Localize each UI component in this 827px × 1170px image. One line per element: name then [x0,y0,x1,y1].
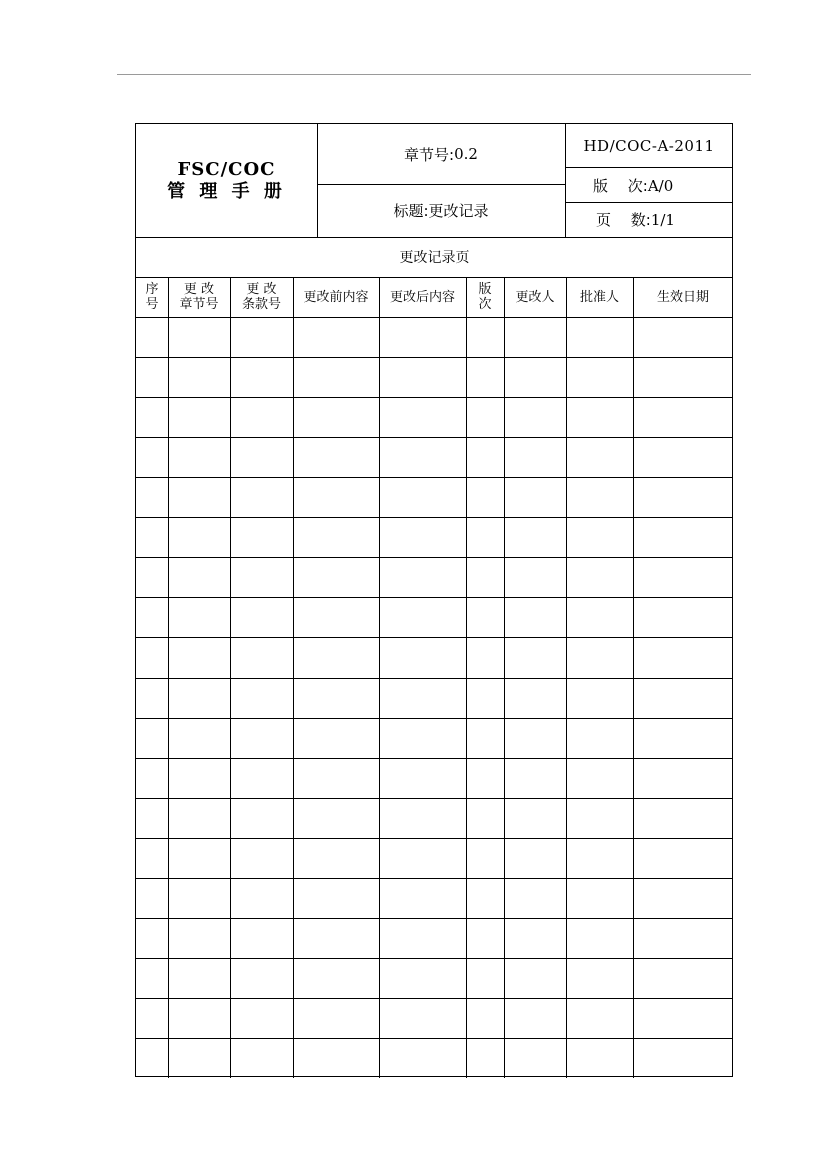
table-row [136,918,733,958]
page-count-field [596,209,675,230]
brand-name: 管 理 手 册 [167,180,286,202]
table-row [136,597,733,637]
column-header-line: 更改后内容 [389,289,455,305]
change-record-form [135,123,733,1077]
column-header [633,277,733,317]
column-header-line: 更改前内容 [303,289,369,305]
column-header-line: 次 [478,297,492,312]
table-row [136,678,733,718]
header-divider [565,167,733,168]
log-title: 更改记录页 [399,250,470,266]
table-row [136,477,733,517]
title-value: 更改记录 [428,202,489,220]
table-row [136,958,733,998]
table-row [136,798,733,838]
page-count-label: 页 数: [596,211,651,229]
document-number: HD/COC-A-2011 [583,136,715,155]
chapter-label: 章节号: [404,145,455,164]
brand-code: FSC/COC [177,158,276,180]
column-header-line: 条款号 [241,297,281,312]
version-field [593,175,673,196]
column-header [293,277,379,317]
column-header [136,277,168,317]
column-header-line: 更 改 [246,282,277,297]
column-header-line: 号 [145,297,159,312]
column-header [566,277,633,317]
column-header-line: 批准人 [579,289,619,305]
table-row [136,317,733,357]
table-row [136,758,733,798]
table-row [136,838,733,878]
page-header-rule [117,74,751,75]
column-header-line: 版 [478,282,492,297]
section-title [317,184,565,237]
table-row [136,998,733,1038]
table-row [136,557,733,597]
table-row [136,637,733,677]
title-label: 标题: [393,202,429,220]
table-row [136,718,733,758]
table-row [136,517,733,557]
column-header [466,277,504,317]
column-header-line: 更 改 [183,282,215,297]
column-header [168,277,230,317]
table-row [136,397,733,437]
page-count-value: 1/1 [650,211,675,229]
chapter-value: 0.2 [454,145,478,163]
table-row [136,878,733,918]
column-header-line: 更改人 [515,289,555,305]
manual-brand [136,124,317,237]
column-header-line: 生效日期 [656,289,709,305]
column-header-line: 序 [145,282,159,297]
column-header-line: 章节号 [179,297,219,312]
table-row [136,437,733,477]
column-header [504,277,566,317]
column-header [379,277,466,317]
chapter-number [317,124,565,184]
version-value: A/0 [647,177,674,195]
header-divider [565,202,733,203]
version-label: 版 次: [593,177,648,195]
table-row [136,357,733,397]
table-row [136,1038,733,1078]
column-header [230,277,293,317]
